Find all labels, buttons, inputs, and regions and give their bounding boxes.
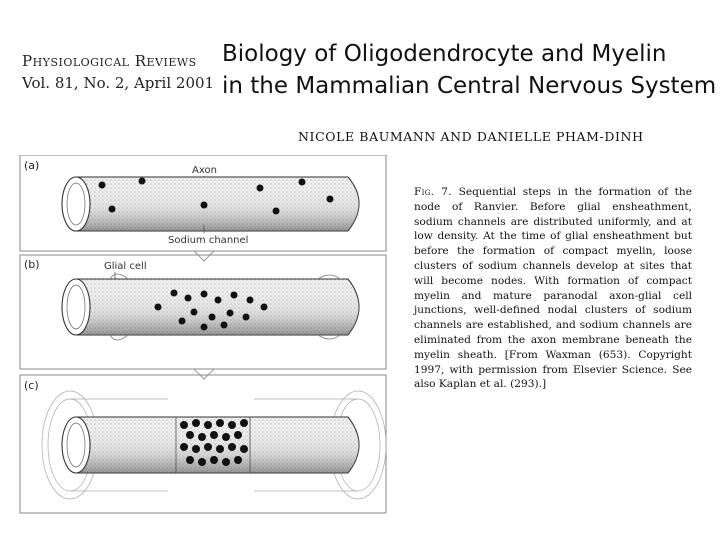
glial-cell-label: Glial cell [104,261,147,272]
journal-name: Physiological Reviews [22,52,197,70]
panel-a-label: (a) [24,159,40,172]
step-arrow-1 [194,251,214,261]
article-title-line2: in the Mammalian Central Nervous System [222,73,717,99]
panel-c [20,375,386,513]
panel-c-label: (c) [24,379,39,392]
axon-cylinder-b [62,274,359,340]
step-arrow-2 [194,369,214,379]
article-title-line1: Biology of Oligodendrocyte and Myelin [222,41,667,67]
figure-caption-text: Sequential steps in the formation of the node of Ranvier. Before glial ensheathment, sodium channels are distributed uniformly, and at low density. At the time of glial ensheathment but before the formation of compact myelin, loose clusters of sodium channels develop at sites that will become nodes. With formation of compact myelin and mature paranodal axon-glial cell junctions, well-defined nodal clusters of sodium channels are established, and sodium channels are eliminated from the axon membrane beneath the myelin sheath. [From Waxman (653). Copyright 1997, with permission from Elsevier Science. See also Kaplan et al. (293).] [414,186,692,391]
panel-a [20,155,386,251]
article-title [222,38,716,102]
panel-b-label: (b) [24,258,40,271]
figure-7-drawing [18,155,393,515]
journal-header [22,50,214,94]
sodium-channel-label: Sodium channel [168,235,249,246]
article-authors: NICOLE BAUMANN AND DANIELLE PHAM-DINH [298,129,644,144]
figure-label: Fig. 7. [414,186,452,198]
journal-issue: Vol. 81, No. 2, April 2001 [22,74,215,92]
figure-caption [414,185,692,392]
figure-7 [18,155,393,519]
axon-label: Axon [192,165,217,176]
panel-b [20,255,386,369]
axon-cylinder-a [62,177,359,231]
